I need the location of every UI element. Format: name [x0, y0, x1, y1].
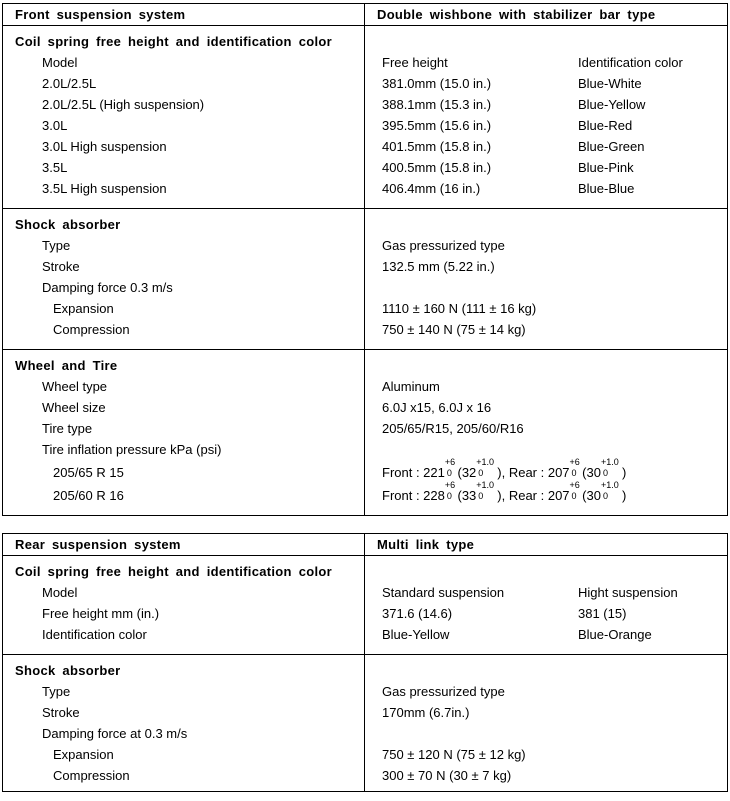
front-coil-height-2: 388.1mm (15.3 in.) — [382, 97, 492, 112]
front-coil-model-1: 2.0L/2.5L — [42, 76, 97, 91]
rear-shock-expansion-value: 750 ± 120 N (75 ± 12 kg) — [382, 747, 526, 762]
front-shock-expansion-label: Expansion — [53, 301, 114, 316]
front-wheel-type-label: Wheel type — [42, 379, 108, 394]
front-coil-height-1: 381.0mm (15.0 in.) — [382, 76, 492, 91]
front-coil-section — [3, 26, 728, 209]
rear-suspension-table — [2, 533, 728, 792]
front-tire-type-value: 205/65/R15, 205/60/R16 — [382, 421, 524, 436]
front-coil-model-6: 3.5L High suspension — [42, 181, 167, 196]
rear-coil-height-high: 381 (15) — [578, 606, 627, 621]
rear-shock-stroke-label: Stroke — [42, 705, 80, 720]
rear-coil-height-std: 371.6 (14.6) — [382, 606, 453, 621]
front-coil-model-4: 3.0L High suspension — [42, 139, 167, 154]
front-tire-size-2: 205/60 R 16 — [53, 488, 124, 503]
rear-shock-compression-label: Compression — [53, 768, 130, 783]
front-shock-stroke-value: 132.5 mm (5.22 in.) — [382, 259, 495, 274]
front-shock-stroke-label: Stroke — [42, 259, 80, 274]
rear-header-left: Rear suspension system — [15, 537, 181, 552]
rear-header-right: Multi link type — [377, 537, 475, 552]
front-coil-model-3: 3.0L — [42, 118, 68, 133]
rear-shock-expansion-label: Expansion — [53, 747, 114, 762]
rear-coil-model-label: Model — [42, 585, 78, 600]
front-shock-type-label: Type — [42, 238, 71, 253]
front-coil-height-4: 401.5mm (15.8 in.) — [382, 139, 492, 154]
rear-coil-model-high: Hight suspension — [578, 585, 678, 600]
front-coil-color-5: Blue-Pink — [578, 160, 634, 175]
front-coil-height-3: 395.5mm (15.6 in.) — [382, 118, 492, 133]
front-shock-type-value: Gas pressurized type — [382, 238, 505, 253]
rear-coil-model-std: Standard suspension — [382, 585, 505, 600]
rear-shock-damping-label: Damping force at 0.3 m/s — [42, 726, 188, 741]
front-coil-model-label: Model — [42, 55, 78, 70]
front-coil-color-6: Blue-Blue — [578, 181, 635, 196]
rear-shock-section — [3, 655, 728, 792]
front-coil-color-header: Identification color — [578, 55, 683, 70]
front-tire-pressure-value-1: Front : 221 +6 0 (32 +1.0 0 ), Rear : 207 +6 0 (30 +1.0 0 ) — [382, 457, 627, 480]
front-coil-height-5: 400.5mm (15.8 in.) — [382, 160, 492, 175]
front-coil-height-header: Free height — [382, 55, 448, 70]
front-shock-section — [3, 209, 728, 350]
rear-coil-color-high: Blue-Orange — [578, 627, 652, 642]
front-tire-pressure-value-2: Front : 228 +6 0 (33 +1.0 0 ), Rear : 207 +6 0 (30 +1.0 0 ) — [382, 480, 627, 503]
front-shock-damping-label: Damping force 0.3 m/s — [42, 280, 173, 295]
rear-coil-height-label: Free height mm (in.) — [42, 606, 160, 621]
front-shock-expansion-value: 1110 ± 160 N (111 ± 16 kg) — [382, 301, 537, 316]
front-coil-color-2: Blue-Yellow — [578, 97, 646, 112]
front-coil-color-1: Blue-White — [578, 76, 642, 91]
rear-coil-section — [3, 556, 728, 655]
front-header-right: Double wishbone with stabilizer bar type — [377, 7, 656, 22]
front-coil-color-3: Blue-Red — [578, 118, 633, 133]
front-tire-pressure-label: Tire inflation pressure kPa (psi) — [42, 442, 222, 457]
front-suspension-table — [2, 3, 728, 516]
front-wheel-section — [3, 350, 728, 516]
front-wheel-size-label: Wheel size — [42, 400, 106, 415]
rear-shock-compression-value: 300 ± 70 N (30 ± 7 kg) — [382, 768, 512, 783]
front-coil-height-6: 406.4mm (16 in.) — [382, 181, 481, 196]
rear-shock-type-label: Type — [42, 684, 71, 699]
front-tire-type-label: Tire type — [42, 421, 93, 436]
rear-shock-stroke-value: 170mm (6.7in.) — [382, 705, 470, 720]
front-coil-model-5: 3.5L — [42, 160, 68, 175]
front-wheel-size-value: 6.0J x15, 6.0J x 16 — [382, 400, 492, 415]
front-coil-model-2: 2.0L/2.5L (High suspension) — [42, 97, 205, 112]
front-header-left: Front suspension system — [15, 7, 186, 22]
front-coil-title: Coil spring free height and identification color — [15, 34, 332, 49]
rear-shock-type-value: Gas pressurized type — [382, 684, 505, 699]
front-shock-title: Shock absorber — [15, 217, 121, 232]
front-tire-size-1: 205/65 R 15 — [53, 465, 124, 480]
rear-coil-color-label: Identification color — [42, 627, 147, 642]
front-wheel-title: Wheel and Tire — [15, 358, 118, 373]
rear-coil-color-std: Blue-Yellow — [382, 627, 450, 642]
front-coil-color-4: Blue-Green — [578, 139, 645, 154]
rear-shock-title: Shock absorber — [15, 663, 121, 678]
front-shock-compression-value: 750 ± 140 N (75 ± 14 kg) — [382, 322, 526, 337]
front-wheel-type-value: Aluminum — [382, 379, 440, 394]
rear-coil-title: Coil spring free height and identification color — [15, 564, 332, 579]
front-shock-compression-label: Compression — [53, 322, 130, 337]
